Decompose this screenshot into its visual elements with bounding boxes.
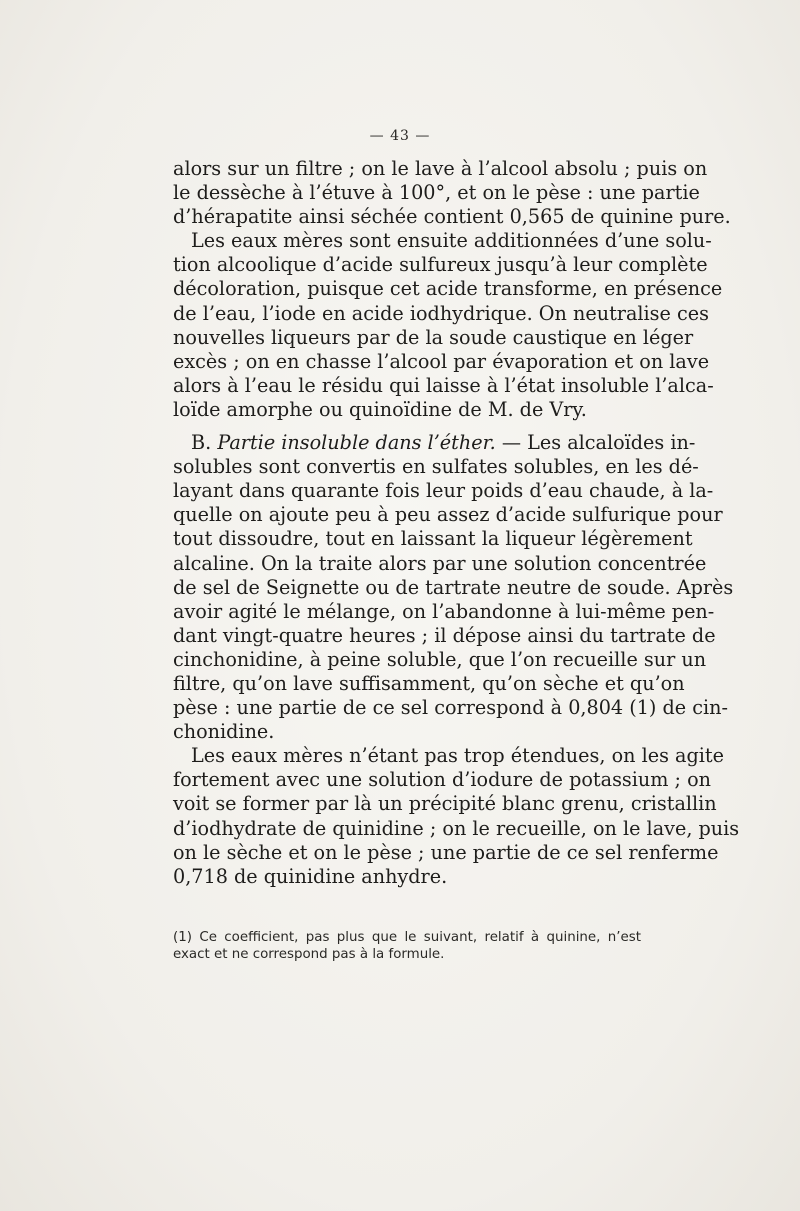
section-heading-line — [173, 431, 696, 455]
text-line: d’iodhydrate de quinidine ; on le recueille, on le lave, puis — [173, 816, 740, 840]
text-line: cinchonidine, à peine soluble, que l’on recueille sur un — [173, 647, 707, 671]
text-line: on le sèche et on le pèse ; une partie de ce sel renferme — [173, 840, 719, 864]
section-gap — [173, 422, 641, 431]
text-line: solubles sont convertis en sulfates solubles, en les dé- — [173, 455, 699, 479]
text-line: d’hérapatite ainsi séchée contient 0,565 de quinine pure. — [173, 205, 731, 229]
paragraph-3 — [173, 431, 734, 744]
text-line: de sel de Seignette ou de tartrate neutre de soude. Après — [173, 575, 734, 599]
text-line: 0,718 de quinidine anhydre. — [173, 864, 448, 888]
paragraph-1 — [173, 157, 731, 229]
footnote — [173, 929, 641, 963]
text-line: alcaline. On la traite alors par une solution concentrée — [173, 551, 707, 575]
text-line: fortement avec une solution d’iodure de potassium ; on — [173, 768, 712, 792]
text-line: avoir agité le mélange, on l’abandonne à lui-même pen- — [173, 599, 715, 623]
text-line: nouvelles liqueurs par de la soude caustique en léger — [173, 325, 694, 349]
text-line: excès ; on en chasse l’alcool par évaporation et on lave — [173, 349, 710, 373]
text-line: filtre, qu’on lave suffisamment, qu’on sèche et qu’on — [173, 671, 685, 695]
text-line: décoloration, puisque cet acide transforme, en présence — [173, 277, 723, 301]
body-text — [173, 157, 740, 889]
section-title: Partie insoluble dans l’éther. — [217, 431, 496, 455]
page-number: — 43 — — [369, 128, 431, 144]
text-line: Les eaux mères sont ensuite additionnées d’une solu- — [191, 229, 712, 253]
section-label: B. — [191, 431, 212, 455]
text-line: layant dans quarante fois leur poids d’eau chaude, à la- — [173, 479, 714, 503]
text-line: alors à l’eau le résidu qui laisse à l’état insoluble l’alca- — [173, 373, 714, 397]
footnote-line: (1) Ce coefficient, pas plus que le suivant, relatif à quinine, n’est — [173, 930, 641, 945]
text-line: tout dissoudre, tout en laissant la liqueur légèrement — [173, 527, 693, 551]
footnote-line: exact et ne correspond pas à la formule. — [173, 947, 445, 962]
text-line: le dessèche à l’étuve à 100°, et on le pèse : une partie — [173, 181, 700, 205]
text-line: dant vingt-quatre heures ; il dépose ainsi du tartrate de — [173, 623, 716, 647]
paragraph-2 — [173, 229, 723, 422]
text-line: voit se former par là un précipité blanc grenu, cristallin — [173, 792, 717, 816]
text-line: Les eaux mères n’étant pas trop étendues, on les agite — [191, 744, 724, 768]
text-line: alors sur un filtre ; on le lave à l’alcool absolu ; puis on — [173, 157, 708, 180]
text-line: de l’eau, l’iode en acide iodhydrique. On neutralise ces — [173, 301, 709, 325]
text-line: chonidine. — [173, 720, 275, 744]
text-line: loïde amorphe ou quinoïdine de M. de Vry. — [173, 397, 587, 421]
text-line: pèse : une partie de ce sel correspond à 0,804 (1) de cin- — [173, 696, 728, 720]
paragraph-4 — [173, 744, 740, 889]
section-heading-rest: — Les alcaloïdes in- — [501, 431, 696, 455]
text-line: tion alcoolique d’acide sulfureux jusqu’à leur complète — [173, 253, 708, 277]
text-line: quelle on ajoute peu à peu assez d’acide sulfurique pour — [173, 503, 723, 527]
